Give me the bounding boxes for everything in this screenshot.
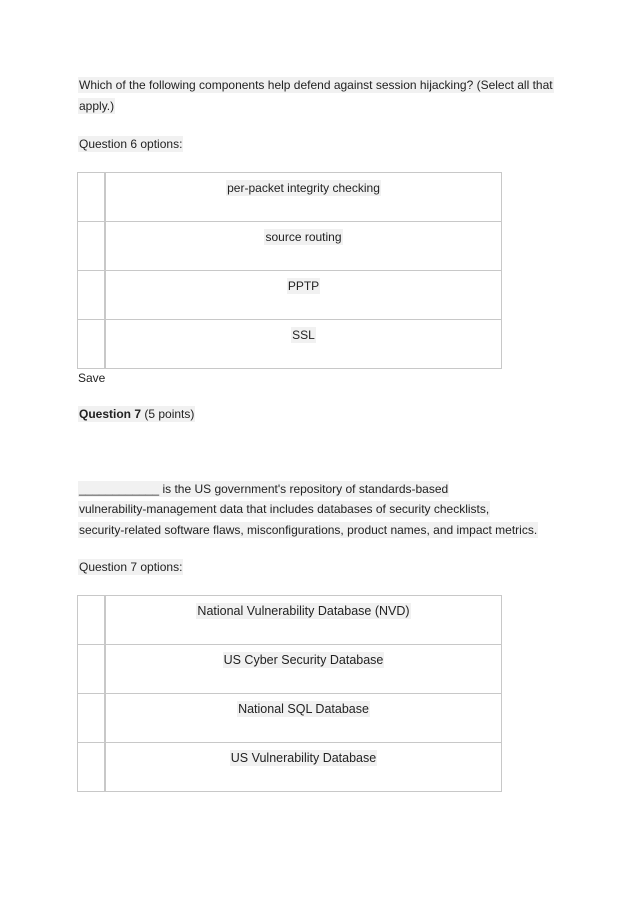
q6-option-4-label: SSL — [292, 328, 315, 342]
q6-option-3-label: PPTP — [287, 279, 320, 293]
q7-option-row[interactable] — [78, 694, 502, 743]
q7-option-row[interactable] — [78, 596, 502, 645]
q7-title: Question 7 — [79, 407, 142, 421]
q6-option-1-selector[interactable] — [78, 173, 106, 222]
q7-option-1[interactable] — [105, 596, 502, 645]
q6-option-2[interactable] — [105, 222, 502, 271]
q7-prompt-line-3 — [78, 522, 538, 538]
q7-option-3-label: National SQL Database — [238, 702, 369, 716]
q6-option-4[interactable] — [105, 320, 502, 369]
q7-option-4-label: US Vulnerability Database — [230, 751, 377, 765]
q7-option-2-label: US Cyber Security Database — [223, 653, 384, 667]
q6-option-row[interactable] — [78, 271, 502, 320]
q7-option-1-label: National Vulnerability Database (NVD) — [197, 604, 410, 618]
q7-options-table — [77, 595, 502, 792]
q7-option-row[interactable] — [78, 645, 502, 694]
q6-option-2-selector[interactable] — [78, 222, 106, 271]
q7-options-label — [78, 559, 183, 575]
q6-prompt-line-1 — [78, 77, 554, 93]
q6-option-3[interactable] — [105, 271, 502, 320]
q7-heading — [78, 406, 195, 422]
q6-prompt-text-1: Which of the following components help defend against session hijacking? (Select all that — [79, 78, 553, 92]
q6-option-row[interactable] — [78, 320, 502, 369]
q7-prompt-line-2 — [78, 501, 490, 517]
q7-prompt-line-1 — [78, 481, 449, 497]
q7-option-row[interactable] — [78, 743, 502, 792]
q7-prompt-text-1: is the US government's repository of standards-based — [162, 482, 449, 496]
q6-options-label-text: Question 6 options: — [79, 137, 183, 151]
q6-prompt-line-2 — [78, 98, 115, 114]
q6-option-4-selector[interactable] — [78, 320, 106, 369]
save-label: Save — [78, 371, 106, 385]
q6-option-1-label: per-packet integrity checking — [227, 181, 380, 195]
q6-option-row[interactable] — [78, 173, 502, 222]
q6-option-3-selector[interactable] — [78, 271, 106, 320]
q7-prompt-text-2: vulnerability-management data that includes databases of security checklists, — [79, 502, 490, 516]
q7-option-4-selector[interactable] — [78, 743, 106, 792]
q7-option-2-selector[interactable] — [78, 645, 106, 694]
q7-option-4[interactable] — [105, 743, 502, 792]
q7-blank: ____________ — [79, 482, 160, 496]
q7-prompt-text-3: security-related software flaws, misconfigurations, product names, and impact metrics. — [79, 523, 538, 537]
q7-points: (5 points) — [144, 407, 195, 421]
q7-option-3-selector[interactable] — [78, 694, 106, 743]
q7-option-1-selector[interactable] — [78, 596, 106, 645]
q6-options-table — [77, 172, 502, 369]
q7-option-2[interactable] — [105, 645, 502, 694]
q6-option-1[interactable] — [105, 173, 502, 222]
q7-options-label-text: Question 7 options: — [79, 560, 183, 574]
save-button[interactable] — [78, 370, 105, 386]
q6-prompt-text-2: apply.) — [79, 99, 115, 113]
q6-options-label — [78, 136, 183, 152]
q6-option-2-label: source routing — [265, 230, 342, 244]
q6-option-row[interactable] — [78, 222, 502, 271]
q7-option-3[interactable] — [105, 694, 502, 743]
